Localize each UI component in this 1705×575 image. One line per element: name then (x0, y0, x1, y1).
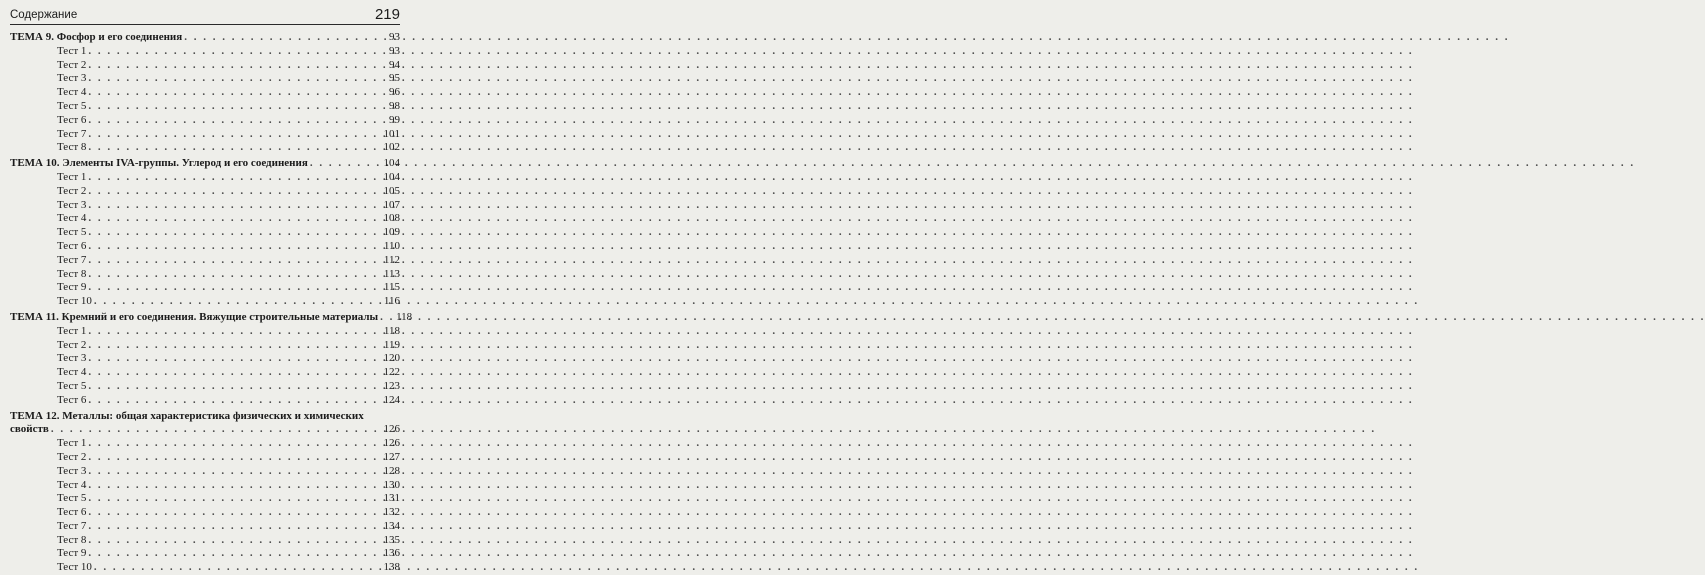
test-label: Тест 4 (57, 366, 87, 379)
test-page-number: 104 (383, 170, 400, 183)
test-label: Тест 5 (57, 226, 87, 239)
dot-leader (88, 72, 376, 86)
test-label: Тест 10 (57, 295, 92, 308)
test-page-number: 132 (383, 506, 400, 519)
dot-leader (88, 128, 376, 142)
test-label: Тест 3 (57, 352, 87, 365)
dot-leader (88, 325, 376, 339)
dot-leader (88, 226, 376, 240)
dot-leader (88, 437, 376, 451)
test-page-number: 123 (383, 379, 400, 392)
toc-test-entry[interactable] (10, 171, 400, 185)
dot-leader (88, 465, 376, 479)
dot-leader (88, 199, 376, 213)
toc-test-entry[interactable] (10, 72, 400, 86)
toc-test-entry[interactable] (10, 325, 400, 339)
toc-test-entry[interactable] (10, 506, 400, 520)
dot-leader (88, 534, 376, 548)
test-page-number: 126 (383, 437, 400, 450)
dot-leader (94, 295, 376, 309)
topic-title: ТЕМА 9. Фосфор и его соединения (10, 31, 183, 43)
toc-test-entry[interactable] (10, 561, 400, 575)
header-title: Содержание (10, 9, 78, 21)
toc-test-entry[interactable] (10, 339, 400, 353)
toc-topic-entry-continued[interactable] (10, 423, 400, 437)
test-label: Тест 6 (57, 506, 87, 519)
toc-topic-entry[interactable] (10, 31, 400, 45)
toc-topic-12 (10, 410, 400, 575)
dot-leader (88, 185, 376, 199)
test-label: Тест 5 (57, 492, 87, 505)
topic-page-number: 93 (389, 31, 400, 43)
toc-test-entry[interactable] (10, 437, 400, 451)
toc-test-entry[interactable] (10, 185, 400, 199)
dot-leader (88, 45, 376, 59)
test-page-number: 118 (383, 324, 400, 337)
test-page-number: 94 (389, 58, 400, 71)
toc-test-entry[interactable] (10, 240, 400, 254)
test-label: Тест 8 (57, 141, 87, 154)
test-label: Тест 1 (57, 324, 87, 337)
test-label: Тест 8 (57, 267, 87, 280)
toc-test-entry[interactable] (10, 479, 400, 493)
topic-page-number: 118 (396, 310, 413, 323)
test-page-number: 109 (383, 226, 400, 239)
toc-test-entry[interactable] (10, 114, 400, 128)
test-page-number: 96 (389, 86, 400, 99)
test-page-number: 113 (383, 267, 400, 280)
test-page-number: 98 (389, 99, 400, 112)
topic-title: ТЕМА 12. Металлы: общая характеристика физических и химических (10, 409, 364, 422)
test-label: Тест 2 (57, 338, 87, 351)
test-label: Тест 2 (57, 58, 87, 71)
dot-leader (88, 352, 376, 366)
test-label: Тест 6 (57, 113, 87, 126)
test-label: Тест 3 (57, 198, 87, 211)
test-label: Тест 3 (57, 464, 87, 477)
topic-title-continued: свойств (10, 423, 49, 436)
test-page-number: 115 (383, 281, 400, 294)
toc-test-entry[interactable] (10, 226, 400, 240)
test-page-number: 116 (383, 295, 400, 308)
test-label: Тест 4 (57, 478, 87, 491)
test-page-number: 110 (383, 239, 400, 252)
dot-leader (88, 240, 376, 254)
dot-leader (88, 506, 376, 520)
dot-leader (88, 479, 376, 493)
dot-leader (88, 254, 376, 268)
test-label: Тест 6 (57, 393, 87, 406)
topic-page-number: 104 (383, 157, 400, 170)
dot-leader (310, 157, 376, 171)
dot-leader (380, 311, 388, 325)
test-label: Тест 3 (57, 72, 87, 85)
dot-leader (88, 100, 376, 114)
dot-leader (88, 366, 376, 380)
test-label: Тест 2 (57, 184, 87, 197)
toc-test-entry[interactable] (10, 352, 400, 366)
toc-test-entry[interactable] (10, 380, 400, 394)
test-page-number: 95 (389, 72, 400, 85)
toc-test-entry[interactable] (10, 59, 400, 73)
table-of-contents (10, 31, 413, 575)
book-page (0, 0, 413, 574)
test-label: Тест 1 (57, 44, 87, 57)
topic-page-number: 126 (383, 423, 400, 436)
toc-test-entry[interactable] (10, 366, 400, 380)
topic-title: ТЕМА 10. Элементы IVA-группы. Углерод и его соединения (10, 157, 308, 170)
test-page-number: 101 (383, 127, 400, 140)
test-page-number: 119 (383, 338, 400, 351)
test-page-number: 107 (383, 198, 400, 211)
toc-test-entry[interactable] (10, 45, 400, 59)
test-page-number: 128 (383, 464, 400, 477)
toc-topic-entry[interactable] (10, 410, 400, 424)
test-page-number: 138 (383, 561, 400, 574)
dot-leader (88, 547, 376, 561)
toc-test-entry[interactable] (10, 199, 400, 213)
dot-leader (88, 141, 376, 155)
dot-leader (94, 561, 376, 575)
toc-test-entry[interactable] (10, 254, 400, 268)
toc-test-entry[interactable] (10, 268, 400, 282)
toc-topic-11 (10, 310, 413, 408)
dot-leader (88, 339, 376, 353)
toc-test-entry[interactable] (10, 86, 400, 100)
test-page-number: 112 (383, 253, 400, 266)
toc-test-entry[interactable] (10, 520, 400, 534)
toc-test-entry[interactable] (10, 212, 400, 226)
test-page-number: 130 (383, 478, 400, 491)
dot-leader (88, 86, 376, 100)
test-page-number: 136 (383, 547, 400, 560)
toc-topic-10 (10, 157, 400, 309)
toc-test-entry[interactable] (10, 465, 400, 479)
test-label: Тест 1 (57, 437, 87, 450)
test-page-number: 122 (383, 366, 400, 379)
test-page-number: 135 (383, 533, 400, 546)
test-page-number: 93 (389, 44, 400, 57)
dot-leader (51, 423, 376, 437)
dot-leader (88, 520, 376, 534)
toc-topic-entry[interactable] (10, 157, 400, 171)
test-label: Тест 7 (57, 127, 87, 140)
test-page-number: 105 (383, 184, 400, 197)
dot-leader (88, 451, 376, 465)
toc-topic-9 (10, 31, 400, 155)
dot-leader (88, 114, 376, 128)
test-page-number: 102 (383, 141, 400, 154)
page-header (10, 0, 400, 25)
test-page-number: 127 (383, 450, 400, 463)
toc-test-entry[interactable] (10, 128, 400, 142)
toc-test-entry[interactable] (10, 100, 400, 114)
dot-leader (88, 59, 376, 73)
test-label: Тест 7 (57, 519, 87, 532)
toc-test-entry[interactable] (10, 534, 400, 548)
toc-test-entry[interactable] (10, 492, 400, 506)
test-label: Тест 4 (57, 86, 87, 99)
dot-leader (88, 281, 376, 295)
test-label: Тест 2 (57, 450, 87, 463)
topic-title: ТЕМА 11. Кремний и его соединения. Вяжущие строительные материалы (10, 310, 379, 323)
dot-leader (88, 492, 376, 506)
test-label: Тест 7 (57, 253, 87, 266)
test-label: Тест 9 (57, 547, 87, 560)
test-page-number: 134 (383, 519, 400, 532)
header-page-number: 219 (374, 6, 400, 23)
test-page-number: 131 (383, 492, 400, 505)
toc-test-entry[interactable] (10, 141, 400, 155)
dot-leader (184, 31, 376, 45)
dot-leader (88, 394, 376, 408)
test-label: Тест 10 (57, 561, 92, 574)
test-page-number: 99 (389, 113, 400, 126)
test-label: Тест 1 (57, 170, 87, 183)
test-label: Тест 5 (57, 99, 87, 112)
test-page-number: 124 (383, 393, 400, 406)
toc-test-entry[interactable] (10, 547, 400, 561)
toc-test-entry[interactable] (10, 394, 400, 408)
test-label: Тест 5 (57, 379, 87, 392)
test-label: Тест 8 (57, 533, 87, 546)
toc-test-entry[interactable] (10, 295, 400, 309)
toc-topic-entry[interactable] (10, 310, 413, 325)
test-page-number: 120 (383, 352, 400, 365)
toc-test-entry[interactable] (10, 451, 400, 465)
dot-leader (88, 268, 376, 282)
test-label: Тест 4 (57, 212, 87, 225)
test-label: Тест 6 (57, 239, 87, 252)
test-label: Тест 9 (57, 281, 87, 294)
test-page-number: 108 (383, 212, 400, 225)
dot-leader (88, 380, 376, 394)
dot-leader (88, 212, 376, 226)
toc-test-entry[interactable] (10, 281, 400, 295)
dot-leader (88, 171, 376, 185)
